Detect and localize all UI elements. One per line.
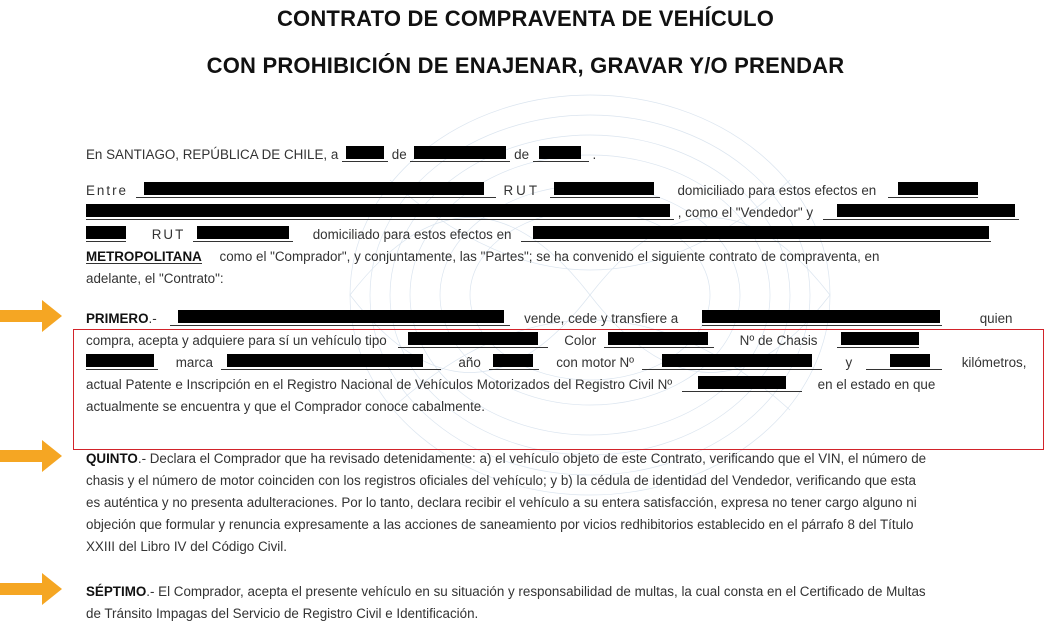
parties-line-4: METROPOLITANA como el "Comprador", y conjuntamente, las "Partes"; se ha convenido el siguiente contrato de compraventa, en xyxy=(86,246,1043,268)
redacted-kilometers xyxy=(866,354,942,370)
parties-paragraph xyxy=(86,180,1043,290)
redacted-buyer-rut xyxy=(193,226,293,242)
intro-de-text: de xyxy=(391,147,407,162)
septimo-line-1: SÉPTIMO.- El Comprador, acepta el presente vehículo en su situación y responsabilidad de multas, la cual consta en el Certificado de Multas xyxy=(86,584,926,599)
redacted-seller-name-2 xyxy=(170,310,510,326)
redacted-month xyxy=(410,146,510,162)
redacted-day xyxy=(342,146,388,162)
redacted-buyer-name-cont xyxy=(86,226,126,242)
quinto-line-3: es auténtica y no presenta adulteraciones. Por lo tanto, declara recibir el vehículo a su entera satisfacción, expresa no tener cargo alguno ni xyxy=(86,495,917,510)
parties-line-5: adelante, el "Contrato": xyxy=(86,271,224,286)
intro-paragraph: En SANTIAGO, REPÚBLICA DE CHILE, a de de . xyxy=(86,147,597,162)
primero-line-2: compra, acepta y adquiere para sí un vehículo tipo Color Nº de Chasis xyxy=(86,330,1043,352)
redacted-chassis-cont xyxy=(86,354,158,370)
redacted-seller-rut xyxy=(550,182,660,198)
septimo-line-2: de Tránsito Impagas del Servicio de Registro Civil e Identificación. xyxy=(86,606,479,621)
buyer-region: METROPOLITANA xyxy=(86,246,202,264)
arrow-septimo-icon xyxy=(0,573,64,605)
arrow-primero-icon xyxy=(0,300,64,332)
redacted-chassis-number xyxy=(837,332,919,348)
redacted-seller-name xyxy=(136,182,496,198)
parties-line-1: Entre RUT domiciliado para estos efectos en xyxy=(86,180,1043,202)
quinto-line-5: XXIII del Libro IV del Código Civil. xyxy=(86,539,287,554)
parties-line-2: , como el "Vendedor" y xyxy=(86,202,1043,224)
redacted-buyer-name-2 xyxy=(702,310,942,326)
redacted-vehicle-type xyxy=(398,332,548,348)
primero-paragraph xyxy=(86,308,1043,448)
redacted-year xyxy=(533,146,589,162)
intro-place-text: En SANTIAGO, REPÚBLICA DE CHILE, a xyxy=(86,147,339,162)
document-title-line2: CON PROHIBICIÓN DE ENAJENAR, GRAVAR Y/O PRENDAR xyxy=(206,53,845,78)
quinto-heading: QUINTO xyxy=(86,451,138,466)
redacted-engine-number xyxy=(642,354,822,370)
redacted-vehicle-brand xyxy=(221,354,441,370)
redacted-buyer-name xyxy=(823,204,1019,220)
redacted-vehicle-color xyxy=(604,332,714,348)
intro-de-text-2: de xyxy=(514,147,530,162)
redacted-license-plate xyxy=(682,376,802,392)
quinto-line-2: chasis y el número de motor coinciden con los registros oficiales del vehículo; y b) la cédula de identidad del Vendedor, verificando que esta xyxy=(86,473,916,488)
redacted-seller-address xyxy=(888,182,978,198)
redacted-buyer-address xyxy=(521,226,991,242)
arrow-quinto-icon xyxy=(0,440,64,472)
parties-line-3: RUT domiciliado para estos efectos en xyxy=(86,224,1043,246)
redacted-vehicle-year xyxy=(489,354,539,370)
quinto-line-4: objeción que formular y renuncia expresamente a las acciones de saneamiento por vicios redhibitorios establecido en el párrafo 8 del Título xyxy=(86,517,914,532)
septimo-paragraph xyxy=(86,581,1043,625)
primero-line-5: actualmente se encuentra y que el Comprador conoce cabalmente. xyxy=(86,399,485,414)
redacted-seller-address-cont xyxy=(86,204,674,220)
document-title-line1: CONTRATO DE COMPRAVENTA DE VEHÍCULO xyxy=(276,6,775,31)
quinto-line-1: QUINTO.- Declara el Comprador que ha revisado detenidamente: a) el vehículo objeto de este Contrato, verificando que el VIN, el número de xyxy=(86,451,927,466)
quinto-paragraph xyxy=(86,448,1043,560)
primero-line-3: marca año con motor Nº y kilómetros, xyxy=(86,352,1043,374)
primero-line-4: actual Patente e Inscripción en el Registro Nacional de Vehículos Motorizados del Registro Civil Nº en el estado en que xyxy=(86,377,936,392)
septimo-heading: SÉPTIMO xyxy=(86,584,147,599)
primero-line-1: PRIMERO.- vende, cede y transfiere a quien xyxy=(86,311,1013,326)
primero-heading: PRIMERO xyxy=(86,311,149,326)
